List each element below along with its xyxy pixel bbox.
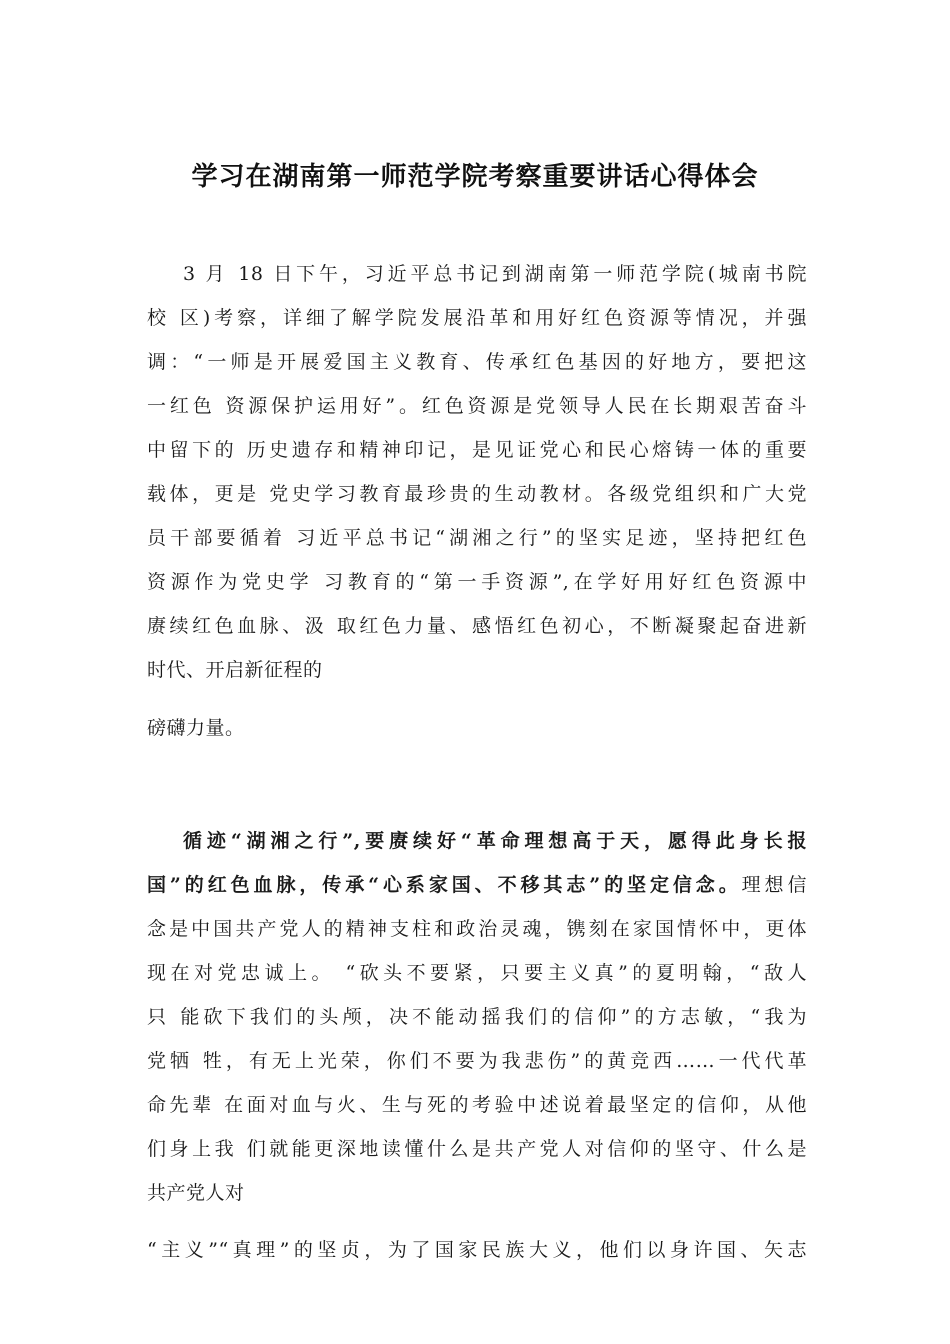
paragraph-line: 中留下的 历史遗存和精神印记，是见证党心和民心熔铸一体的重要 [147, 439, 807, 461]
paragraph-line: 命先辈 在面对血与火、生与死的考验中述说着最坚定的信仰，从他 [147, 1094, 807, 1116]
paragraph-line: 时代、开启新征程的 [147, 659, 323, 681]
paragraph-line: 资源作为党史学 习教育的“第一手资源”,在学好用好红色资源中 [147, 571, 807, 593]
paragraph-line: 现在对党忠诚上。 “砍头不要紧，只要主义真”的夏明翰，“敌人 [147, 962, 807, 984]
paragraph-line: 磅礴力量。 [147, 717, 245, 739]
page-title: 学习在湖南第一师范学院考察重要讲话心得体会 [191, 162, 759, 192]
paragraph-line: 载体，更是 党史学习教育最珍贵的生动教材。各级党组织和广大党 [147, 483, 807, 505]
paragraph-line: 念是中国共产党人的精神支柱和政治灵魂，镌刻在家国情怀中，更体 [147, 918, 807, 940]
paragraph-line: “主义”“真理”的坚贞，为了国家民族大义，他们以身许国、矢志 [147, 1239, 807, 1261]
paragraph-line: 员干部要循着 习近平总书记“湖湘之行”的坚实足迹，坚持把红色 [147, 527, 807, 549]
paragraph-line-bold [147, 829, 807, 853]
paragraph-line: 校 区)考察，详细了解学院发展沿革和用好红色资源等情况，并强 [147, 307, 807, 329]
paragraph-line: 只 能砍下我们的头颅，决不能动摇我们的信仰”的方志敏，“我为 [147, 1006, 807, 1028]
paragraph-line [147, 873, 807, 897]
paragraph-line: 们身上我 们就能更深地读懂什么是共产党人对信仰的坚守、什么是 [147, 1138, 807, 1160]
paragraph-line: 调：“一师是开展爱国主义教育、传承红色基因的好地方，要把这 [147, 351, 807, 373]
body-text: 理想信 [741, 874, 807, 896]
bold-text: 循迹“湖湘之行”,要赓续好“革命理想高于天，愿得此身长报 [183, 830, 807, 852]
paragraph-line: 3 月 18 日下午，习近平总书记到湖南第一师范学院(城南书院 [183, 263, 807, 285]
paragraph-line: 党牺 牲，有无上光荣，你们不要为我悲伤”的黄竞西……一代代革 [147, 1050, 807, 1072]
paragraph-line: 赓续红色血脉、汲 取红色力量、感悟红色初心，不断凝聚起奋进新 [147, 615, 807, 637]
paragraph-line: 共产党人对 [147, 1182, 245, 1204]
bold-text: 国”的红色血脉，传承“心系家国、不移其志”的坚定信念。 [147, 874, 742, 896]
paragraph-line: 一红色 资源保护运用好”。红色资源是党领导人民在长期艰苦奋斗 [147, 395, 807, 417]
